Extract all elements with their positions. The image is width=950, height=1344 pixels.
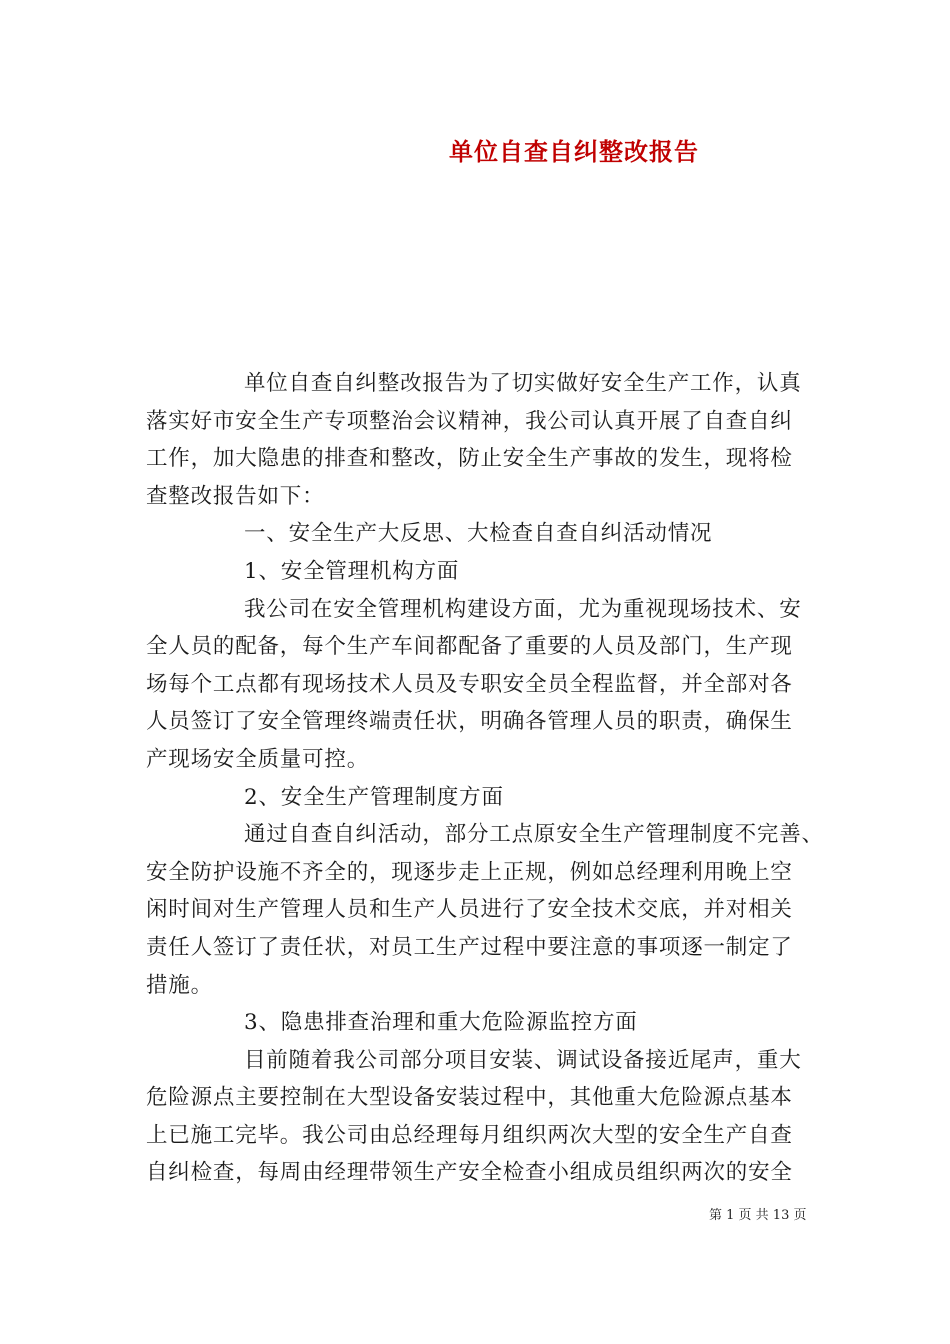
subsection-heading: 1、安全管理机构方面: [244, 558, 460, 584]
paragraph-line: 查整改报告如下：: [146, 483, 325, 509]
paragraph-line: 产现场安全质量可控。: [146, 746, 370, 772]
paragraph-line: 危险源点主要控制在大型设备安装过程中，其他重大危险源点基本: [146, 1085, 793, 1111]
paragraph-line: 措施。: [146, 972, 213, 998]
section-heading: 一、安全生产大反思、大检查自查自纠活动情况: [244, 521, 713, 547]
paragraph-line: 工作，加大隐患的排查和整改，防止安全生产事故的发生，现将检: [146, 446, 793, 472]
paragraph-line: 责任人签订了责任状，对员工生产过程中要注意的事项逐一制定了: [146, 934, 793, 960]
document-body: [146, 365, 824, 1192]
paragraph-line: 安全防护设施不齐全的，现逐步走上正规，例如总经理利用晚上空: [146, 859, 793, 885]
paragraph-line: 闲时间对生产管理人员和生产人员进行了安全技术交底，并对相关: [146, 897, 793, 923]
paragraph-line: 我公司在安全管理机构建设方面，尤为重视现场技术、安: [244, 596, 802, 622]
paragraph-line: 自纠检查，每周由经理带领生产安全检查小组成员组织两次的安全: [146, 1160, 793, 1186]
document-title: 单位自查自纠整改报告: [449, 137, 699, 166]
paragraph-line: 通过自查自纠活动，部分工点原安全生产管理制度不完善、: [244, 822, 824, 848]
paragraph-line: 单位自查自纠整改报告为了切实做好安全生产工作，认真: [244, 371, 802, 396]
paragraph-line: 目前随着我公司部分项目安装、调试设备接近尾声，重大: [244, 1047, 802, 1073]
paragraph-line: 人员签订了安全管理终端责任状，明确各管理人员的职责，确保生: [146, 709, 793, 735]
page-number: 第 1 页 共 13 页: [709, 1208, 807, 1223]
subsection-heading: 2、安全生产管理制度方面: [244, 784, 504, 810]
subsection-heading: 3、隐患排查治理和重大危险源监控方面: [244, 1010, 638, 1036]
paragraph-line: 场每个工点都有现场技术人员及专职安全员全程监督，并全部对各: [146, 671, 793, 697]
paragraph-line: 落实好市安全生产专项整治会议精神，我公司认真开展了自查自纠: [146, 408, 793, 434]
paragraph-line: 上已施工完毕。我公司由总经理每月组织两次大型的安全生产自查: [146, 1122, 793, 1148]
paragraph-line: 全人员的配备，每个生产车间都配备了重要的人员及部门，生产现: [146, 634, 793, 660]
